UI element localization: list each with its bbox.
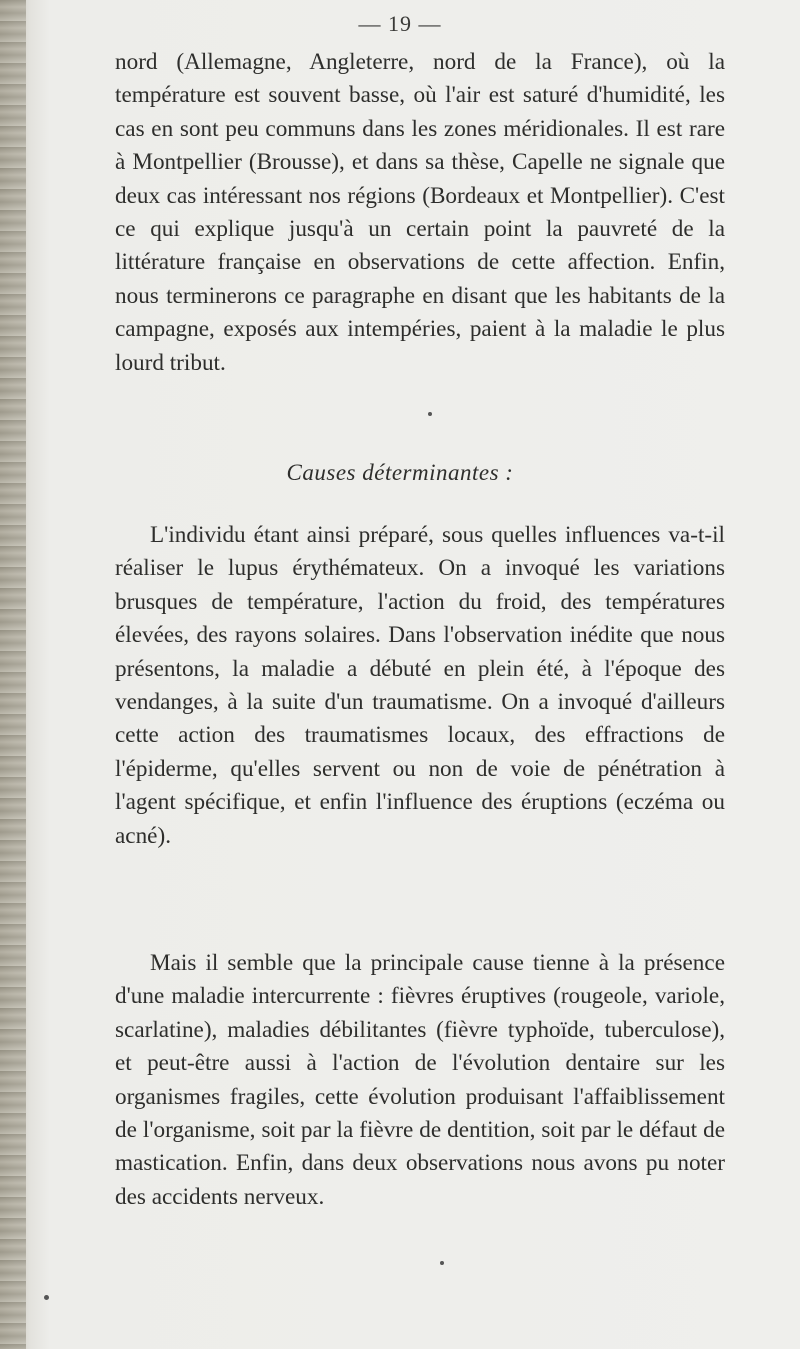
paragraph-1: nord (Allemagne, Angleterre, nord de la France), où la température est souvent basse, où l'air est saturé d'humidité, les cas en sont peu communs dans les zones méridionales. Il est rare à Montpellier (Brousse), et dans sa thèse, Capelle ne signale que deux cas intéressant nos régions (Bordeaux et Montpellier). C'est ce qui explique jusqu'à un certain point la pauvreté de la littérature française en observations de cette affection. Enfin, nous terminerons ce paragraphe en disant que les habitants de la campagne, exposés aux intempéries, paient à la maladie le plus lourd tribut.	[115, 49, 725, 376]
section-heading: Causes déterminantes :	[286, 460, 514, 485]
paragraph-3: Mais il semble que la principale cause tienne à la présence d'une maladie intercurrente : fièvres éruptives (rougeole, variole, scarlatine), maladies débilitantes (fièvre typhoïde, tuberculose), et peut-être aussi à l'action de l'évolution dentaire sur les organismes fragiles, cette évolution produisant l'affaiblissement de l'organisme, soit par la fièvre de dentition, soit par le défaut de mastication. Enfin, dans deux observations nous avons pu noter des accidents nerveux.	[115, 950, 725, 1210]
ink-speck	[440, 1261, 444, 1265]
page-number: — 19 —	[358, 11, 442, 36]
ink-speck	[44, 1295, 49, 1300]
ink-speck	[428, 412, 432, 416]
page-binding-edge	[0, 0, 26, 1349]
paragraph-2: L'individu étant ainsi préparé, sous quelles influences va-t-il réaliser le lupus érythémateux. On a invoqué les variations brusques de température, l'action du froid, des températures élevées, des rayons solaires. Dans l'observation inédite que nous présentons, la maladie a débuté en plein été, à l'époque des vendanges, à la suite d'un traumatisme. On a invoqué d'ailleurs cette action des traumatismes locaux, des effractions de l'épiderme, qu'elles servent ou non de voie de pénétration à l'agent spécifique, et enfin l'influence des éruptions (eczéma ou acné).	[115, 522, 725, 849]
